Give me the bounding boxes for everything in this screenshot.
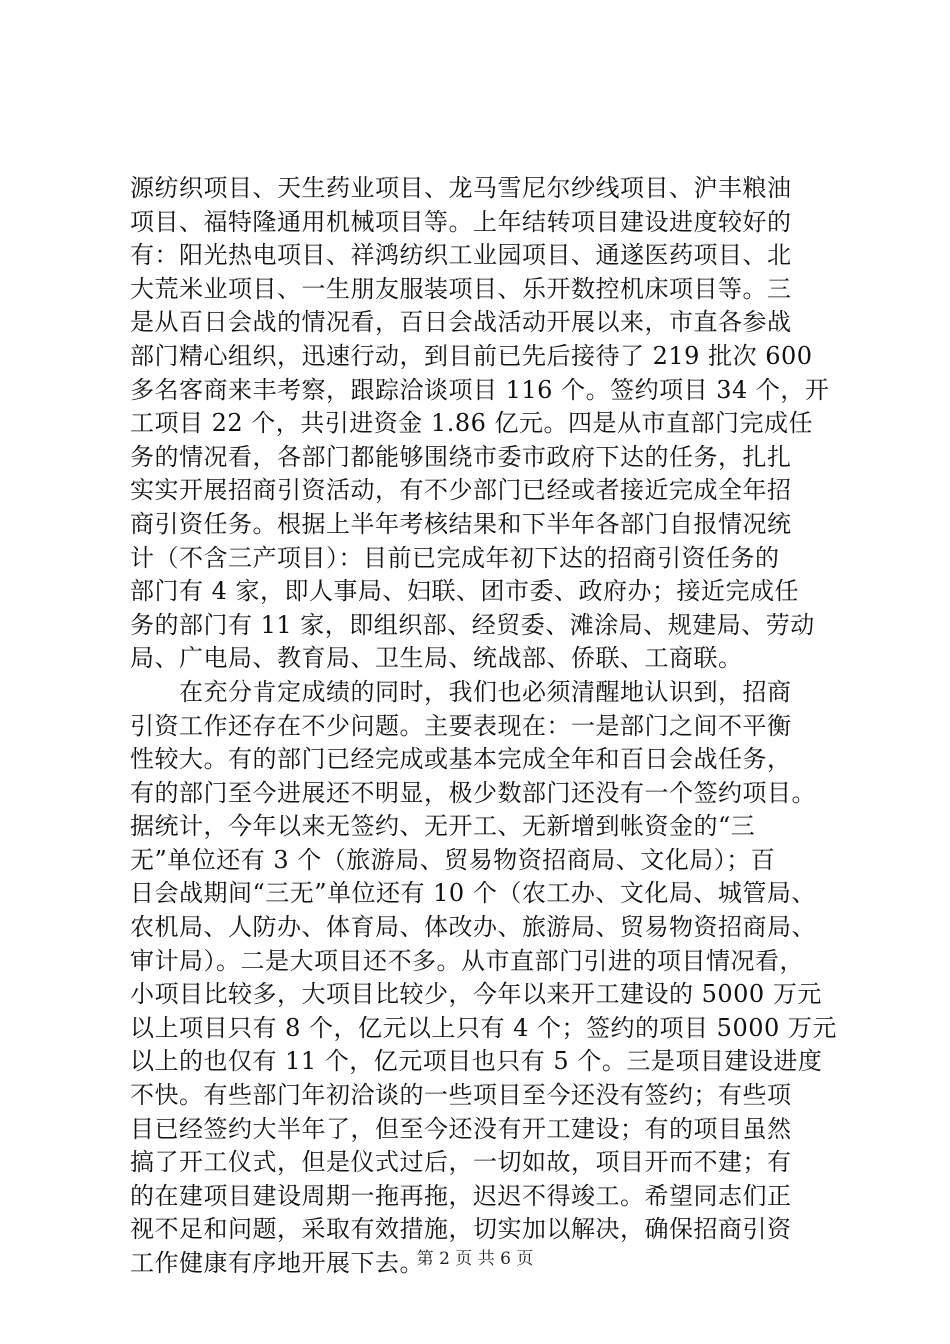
paragraph-start-line: 在充分肯定成绩的同时，我们也必须清醒地认识到，招商: [130, 677, 792, 706]
text-line: 审计局）。二是大项目还不多。从市直部门引进的项目情况看，: [130, 946, 804, 975]
text-line: 部门有 4 家，即人事局、妇联、团市委、政府办；接近完成任: [130, 577, 800, 606]
text-line: 引资工作还存在不少问题。主要表现在：一是部门之间不平衡: [130, 711, 792, 740]
text-line: 是从百日会战的情况看，百日会战活动开展以来，市直各参战: [130, 308, 792, 337]
text-line: 性较大。有的部门已经完成或基本完成全年和百日会战任务，: [130, 745, 792, 774]
text-line: 搞了开工仪式，但是仪式过后，一切如故，项目开而不建；有: [130, 1148, 792, 1177]
text-line: 大荒米业项目、一生朋友服装项目、乐开数控机床项目等。三: [130, 274, 792, 303]
text-line: 的在建项目建设周期一拖再拖，迟迟不得竣工。希望同志们正: [130, 1181, 792, 1210]
text-line: 不快。有些部门年初洽谈的一些项目至今还没有签约；有些项: [130, 1081, 792, 1110]
text-line: 目已经签约大半年了，但至今还没有开工建设；有的项目虽然: [130, 1114, 792, 1143]
text-line: 源纺织项目、天生药业项目、龙马雪尼尔纱线项目、沪丰粮油: [130, 174, 792, 202]
text-line: 局、广电局、教育局、卫生局、统战部、侨联、工商联。: [130, 644, 743, 673]
text-line: 日会战期间“三无”单位还有 10 个（农工办、文化局、城管局、: [130, 879, 816, 908]
text-line: 项目、福特隆通用机械项目等。上年结转项目建设进度较好的: [130, 207, 792, 236]
text-line: 务的部门有 11 家，即组织部、经贸委、滩涂局、规建局、劳动: [130, 610, 815, 639]
text-line: 商引资任务。根据上半年考核结果和下半年各部门自报情况统: [130, 509, 792, 538]
text-line: 多名客商来丰考察，跟踪洽谈项目 116 个。签约项目 34 个，开: [130, 375, 830, 404]
text-line: 工作健康有序地开展下去。: [130, 1249, 424, 1277]
text-line: 据统计，今年以来无签约、无开工、无新增到帐资金的“三: [130, 812, 756, 841]
page-number-footer: 第 2 页 共 6 页: [416, 1249, 534, 1269]
text-line: 农机局、人防办、体育局、体改办、旅游局、贸易物资招商局、: [130, 913, 816, 942]
text-line: 无”单位还有 3 个（旅游局、贸易物资招商局、文化局）；百: [130, 845, 776, 874]
text-line: 小项目比较多，大项目比较少，今年以来开工建设的 5000 万元: [130, 980, 822, 1009]
text-line: 计（不含三产项目）：目前已完成年初下达的招商引资任务的: [130, 543, 780, 572]
document-body: [130, 172, 837, 1281]
text-line: 务的情况看，各部门都能够围绕市委市政府下达的任务，扎扎: [130, 442, 792, 471]
text-line: 部门精心组织，迅速行动，到目前已先后接待了 219 批次 600: [130, 341, 813, 370]
text-line: 实实开展招商引资活动，有不少部门已经或者接近完成全年招: [130, 476, 792, 505]
text-line: 有：阳光热电项目、祥鸿纺织工业园项目、通遂医药项目、北: [130, 241, 792, 270]
text-line: 工项目 22 个，共引进资金 1.86 亿元。四是从市直部门完成任: [130, 409, 813, 438]
text-line: 视不足和问题，采取有效措施，切实加以解决，确保招商引资: [130, 1215, 792, 1244]
text-line: 以上项目只有 8 个，亿元以上只有 4 个；签约的项目 5000 万元: [130, 1013, 837, 1042]
text-line: 有的部门至今进展还不明显，极少数部门还没有一个签约项目。: [130, 778, 816, 807]
text-line: 以上的也仅有 11 个，亿元项目也只有 5 个。三是项目建设进度: [130, 1047, 823, 1076]
